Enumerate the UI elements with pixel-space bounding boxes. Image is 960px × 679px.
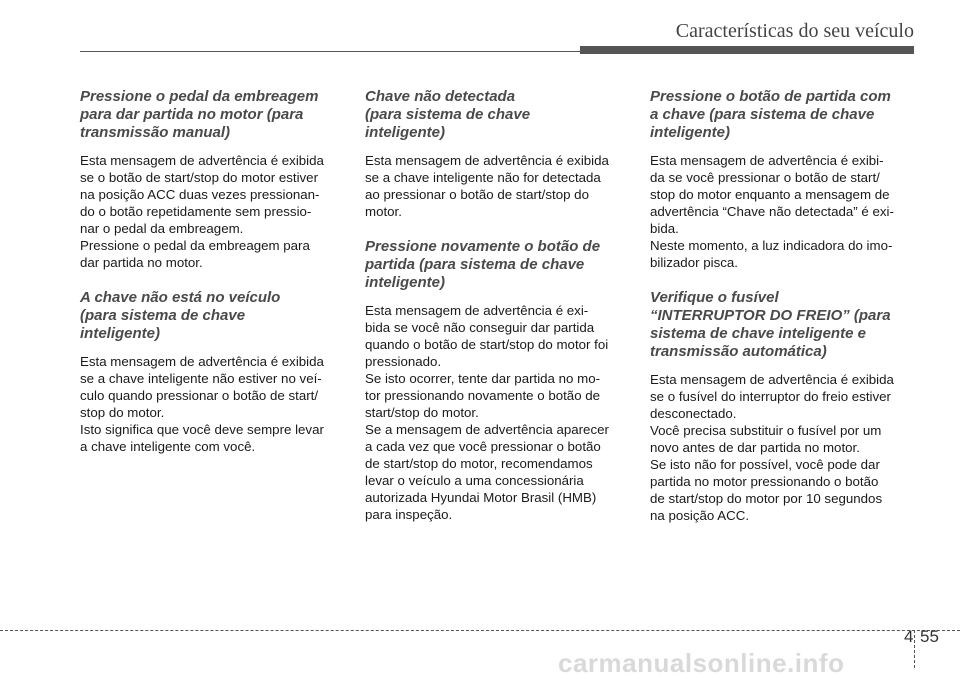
header-accent-bar — [580, 46, 914, 54]
watermark: carmanualsonline.info — [558, 648, 845, 678]
section-paragraph: Esta mensagem de advertência é exibida se o botão de start/stop do motor estiver na posição ACC duas vezes pressionan- do o botão repetidamente sem pressio- nar o pedal da embreagem. — [80, 153, 324, 236]
section-paragraph: Se isto não for possível, você pode dar partida no motor pressionando o botão de start/stop do motor por 10 segundos na posição ACC. — [650, 457, 883, 523]
section-heading: Chave não detectada (para sistema de chave inteligente) — [365, 88, 531, 141]
page-number-divider — [914, 630, 915, 668]
section-pressione-novamente — [365, 238, 633, 523]
footer-dashed-rule — [0, 630, 960, 631]
page-number: 55 — [920, 627, 939, 646]
section-paragraph: Você precisa substituir o fusível por um novo antes de dar partida no motor. — [650, 423, 882, 455]
section-botao-com-chave — [650, 88, 918, 271]
section-paragraph: Se isto ocorrer, tente dar partida no mo- tor pressionando novamente o botão de start/stop do motor. — [365, 371, 601, 420]
section-paragraph: Esta mensagem de advertência é exibida se a chave inteligente não estiver no veí- culo quando pressionar o botão de start/ stop do motor. — [80, 354, 324, 420]
section-paragraph: Neste momento, a luz indicadora do imo- bilizador pisca. — [650, 238, 893, 270]
section-fusivel-freio — [650, 289, 918, 524]
section-paragraph: Esta mensagem de advertência é exibida se o fusível do interruptor do freio estiver desconectado. — [650, 372, 894, 421]
section-heading: Verifique o fusível “INTERRUPTOR DO FREIO” (para sistema de chave inteligente e transmissão automática) — [650, 289, 891, 360]
section-paragraph: Esta mensagem de advertência é exibi- da se você pressionar o botão de start/ stop do motor enquanto a mensagem de advertência “Chave não detectada” é exi- bida. — [650, 153, 894, 236]
column-2 — [365, 88, 633, 541]
section-heading: Pressione o pedal da embreagem para dar partida no motor (para transmissão manual) — [80, 88, 319, 141]
column-1 — [80, 88, 348, 473]
column-3 — [650, 88, 918, 542]
section-embreagem — [80, 88, 348, 271]
section-heading: Pressione novamente o botão de partida (para sistema de chave inteligente) — [365, 238, 601, 291]
header-rule — [80, 51, 584, 52]
section-heading: Pressione o botão de partida com a chave (para sistema de chave inteligente) — [650, 88, 891, 141]
section-paragraph: Isto significa que você deve sempre levar a chave inteligente com você. — [80, 422, 324, 454]
section-paragraph: Pressione o pedal da embreagem para dar partida no motor. — [80, 238, 310, 270]
section-chave-ausente — [80, 289, 348, 455]
section-paragraph: Esta mensagem de advertência é exibida se a chave inteligente não for detectada ao pressionar o botão de start/stop do motor. — [365, 153, 609, 219]
section-chave-nao-detectada — [365, 88, 633, 220]
chapter-title: Características do seu veículo — [675, 20, 914, 42]
section-paragraph: Se a mensagem de advertência aparecer a cada vez que você pressionar o botão de start/stop do motor, recomendamos levar o veículo a uma concessionária autorizada Hyundai Motor Brasil (HMB) para inspeção. — [365, 422, 609, 522]
section-paragraph: Esta mensagem de advertência é exi- bida se você não conseguir dar partida quando o botão de start/stop do motor foi pressionado. — [365, 303, 609, 369]
section-heading: A chave não está no veículo (para sistema de chave inteligente) — [80, 289, 281, 342]
chapter-number: 4 — [904, 627, 914, 646]
